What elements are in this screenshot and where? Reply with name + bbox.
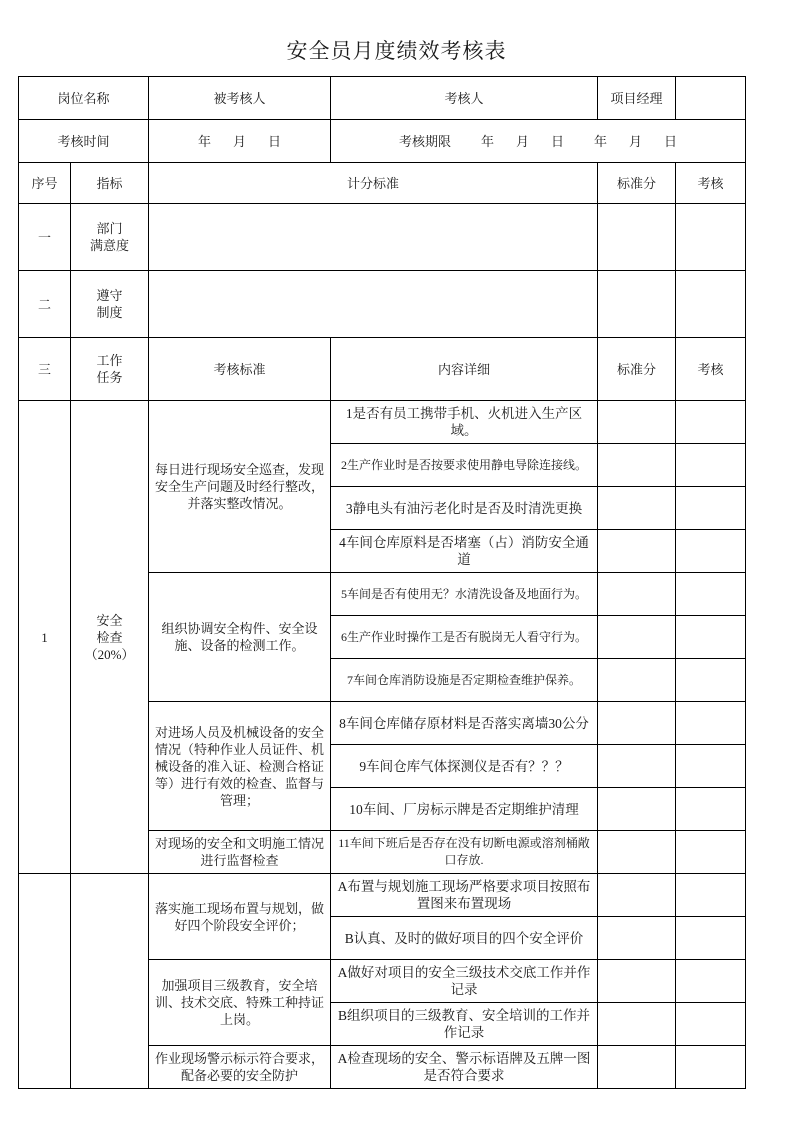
section-row-work-task — [19, 338, 746, 401]
indicator-line-3: （20%） — [84, 646, 135, 662]
content-detail-cell: 11车间下班后是否存在没有切断电源或溶剂桶敞口存放. — [331, 831, 598, 874]
standard-score-cell — [598, 874, 676, 917]
section-seq-1: 一 — [19, 204, 71, 271]
section-seq-3: 三 — [19, 338, 71, 401]
assess-period-cell — [331, 120, 746, 163]
indicator-line-1: 遵守 — [96, 288, 123, 303]
col-header-scoring-standard: 计分标准 — [149, 163, 598, 204]
standard-score-cell — [598, 960, 676, 1003]
content-detail-cell: A布置与规划施工现场严格要求项目按照布置图来布置现场 — [331, 874, 598, 917]
col-header-assessment-2: 考核 — [676, 338, 746, 401]
standard-score-cell — [598, 659, 676, 702]
assess-standard-cell: 对现场的安全和文明施工情况进行监督检查 — [149, 831, 331, 874]
content-detail-cell: 5车间是否有使用无？水清洗设备及地面行为。 — [331, 573, 598, 616]
period-start-month: 月 — [515, 133, 529, 149]
section-score-1 — [598, 204, 676, 271]
section-row-rule-compliance — [19, 271, 746, 338]
assessment-cell — [676, 573, 746, 616]
column-header-row — [19, 163, 746, 204]
table-row — [19, 401, 746, 444]
indicator-line-2: 制度 — [96, 305, 123, 320]
assessment-cell — [676, 702, 746, 745]
assess-time-month: 月 — [233, 133, 247, 149]
content-detail-cell: B认真、及时的做好项目的四个安全评价 — [331, 917, 598, 960]
standard-score-cell — [598, 831, 676, 874]
assessment-cell — [676, 401, 746, 444]
table-body — [19, 77, 746, 1089]
col-header-indicator: 指标 — [71, 163, 149, 204]
assessment-cell — [676, 444, 746, 487]
content-detail-cell: 3静电头有油污老化时是否及时清洗更换 — [331, 487, 598, 530]
task-block2-seq — [19, 874, 71, 1089]
section-assessment-1 — [676, 204, 746, 271]
content-detail-cell: A做好对项目的安全三级技术交底工作并作记录 — [331, 960, 598, 1003]
section-standard-2 — [149, 271, 598, 338]
col-header-assess-standard: 考核标准 — [149, 338, 331, 401]
assessment-cell — [676, 745, 746, 788]
standard-score-cell — [598, 1003, 676, 1046]
header-blank-cell — [676, 77, 746, 120]
col-header-content-detail: 内容详细 — [331, 338, 598, 401]
content-detail-cell: 1是否有员工携带手机、火机进入生产区域。 — [331, 401, 598, 444]
col-header-seq: 序号 — [19, 163, 71, 204]
assess-period-label: 考核期限 — [398, 133, 451, 149]
section-row-department-satisfaction — [19, 204, 746, 271]
assessment-cell — [676, 788, 746, 831]
position-name-label: 岗位名称 — [19, 77, 149, 120]
indicator-line-2: 检查 — [96, 629, 123, 645]
header-row-position — [19, 77, 746, 120]
standard-score-cell — [598, 487, 676, 530]
assessor-label: 考核人 — [331, 77, 598, 120]
appraisal-table — [18, 76, 746, 1089]
assess-standard-cell: 作业现场警示标示符合要求，配备必要的安全防护 — [149, 1046, 331, 1089]
content-detail-cell: A检查现场的安全、警示标语牌及五牌一图是否符合要求 — [331, 1046, 598, 1089]
indicator-line-1: 工作 — [96, 353, 123, 368]
indicator-line-2: 满意度 — [90, 238, 130, 253]
content-detail-cell: 4车间仓库原料是否堵塞（占）消防安全通道 — [331, 530, 598, 573]
task-block-indicator — [71, 401, 149, 874]
period-end-year: 年 — [594, 133, 608, 149]
assess-standard-cell: 落实施工现场布置与规划，做好四个阶段安全评价； — [149, 874, 331, 960]
content-detail-cell: 9车间仓库气体探测仪是否有？？？ — [331, 745, 598, 788]
period-end-day: 日 — [664, 133, 678, 149]
standard-score-cell — [598, 573, 676, 616]
content-detail-cell: 2生产作业时是否按要求使用静电导除连接线。 — [331, 444, 598, 487]
content-detail-cell: 8车间仓库储存原材料是否落实离墙30公分 — [331, 702, 598, 745]
section-standard-1 — [149, 204, 598, 271]
assessment-cell — [676, 917, 746, 960]
assess-standard-cell: 每日进行现场安全巡查，发现安全生产问题及时经行整改，并落实整改情况。 — [149, 401, 331, 573]
assess-standard-cell: 加强项目三级教育，安全培训、技术交底、特殊工种持证上岗。 — [149, 960, 331, 1046]
standard-score-cell — [598, 616, 676, 659]
standard-score-cell — [598, 401, 676, 444]
assess-time-day: 日 — [268, 133, 282, 149]
period-end-month: 月 — [629, 133, 643, 149]
section-assessment-2 — [676, 271, 746, 338]
section-score-2 — [598, 271, 676, 338]
table-row — [19, 874, 746, 917]
header-row-time — [19, 120, 746, 163]
period-start-year: 年 — [480, 133, 494, 149]
content-detail-cell: 6生产作业时操作工是否有脱岗无人看守行为。 — [331, 616, 598, 659]
assess-time-year: 年 — [197, 133, 211, 149]
task-block2-indicator — [71, 874, 149, 1089]
assessment-cell — [676, 1046, 746, 1089]
assessee-label: 被考核人 — [149, 77, 331, 120]
assessment-cell — [676, 659, 746, 702]
task-block-seq: 1 — [19, 401, 71, 874]
assessment-cell — [676, 1003, 746, 1046]
standard-score-cell — [598, 745, 676, 788]
content-detail-cell: B组织项目的三级教育、安全培训的工作并作记录 — [331, 1003, 598, 1046]
standard-score-cell — [598, 702, 676, 745]
project-manager-label: 项目经理 — [598, 77, 676, 120]
assessment-cell — [676, 831, 746, 874]
page-title: 安全员月度绩效考核表 — [286, 39, 507, 63]
assess-time-label: 考核时间 — [19, 120, 149, 163]
section-seq-2: 二 — [19, 271, 71, 338]
content-detail-cell: 10车间、厂房标示牌是否定期维护清理 — [331, 788, 598, 831]
col-header-standard-score: 标准分 — [598, 163, 676, 204]
section-indicator-3 — [71, 338, 149, 401]
content-detail-cell: 7车间仓库消防设施是否定期检查维护保养。 — [331, 659, 598, 702]
standard-score-cell — [598, 444, 676, 487]
col-header-assessment: 考核 — [676, 163, 746, 204]
assessment-cell — [676, 874, 746, 917]
assessment-cell — [676, 530, 746, 573]
standard-score-cell — [598, 1046, 676, 1089]
assess-standard-cell: 组织协调安全构件、安全设施、设备的检测工作。 — [149, 573, 331, 702]
period-start-day: 日 — [551, 133, 565, 149]
indicator-line-1: 部门 — [96, 221, 123, 236]
section-indicator-2 — [71, 271, 149, 338]
indicator-line-2: 任务 — [96, 370, 123, 385]
assessment-cell — [676, 487, 746, 530]
assessment-cell — [676, 960, 746, 1003]
standard-score-cell — [598, 788, 676, 831]
assessment-cell — [676, 616, 746, 659]
standard-score-cell — [598, 530, 676, 573]
col-header-standard-score-2: 标准分 — [598, 338, 676, 401]
standard-score-cell — [598, 917, 676, 960]
assess-time-value — [149, 120, 331, 163]
indicator-line-1: 安全 — [96, 612, 123, 628]
assess-standard-cell: 对进场人员及机械设备的安全情况（特种作业人员证件、机械设备的准入证、检测合格证等）进行有效的检查、监督与管理； — [149, 702, 331, 831]
section-indicator-1 — [71, 204, 149, 271]
